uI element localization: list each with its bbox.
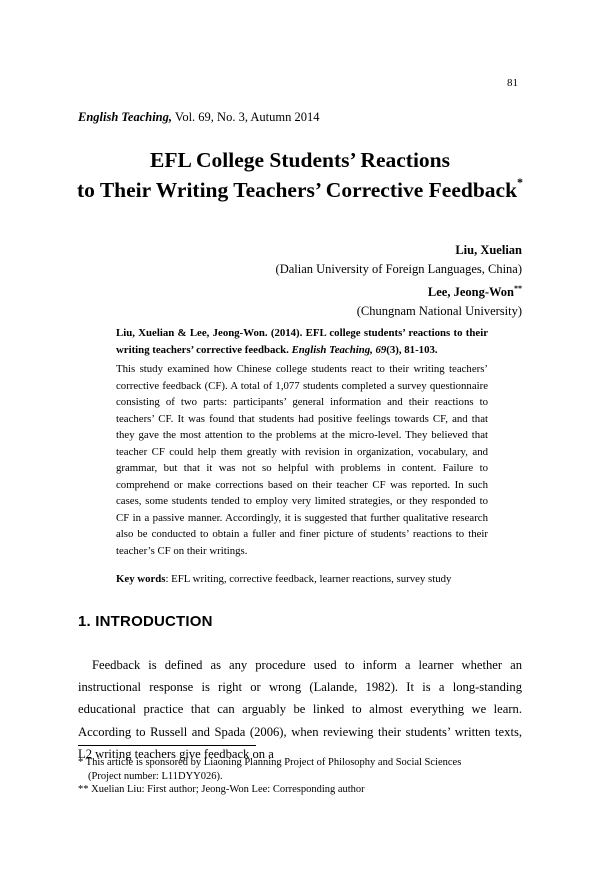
body-text (78, 654, 522, 765)
keywords (116, 571, 488, 588)
body-paragraph: Feedback is defined as any procedure used to inform a learner whether an instructional response is right or wrong (Lalande, 1982). It is a long-standing educational practice that can arguably be linked to almost everything we learn. According to Russell and Spada (2006), when reviewing their students’ written texts, L2 writing teachers give feedback on a (78, 658, 522, 761)
abstract-text: This study examined how Chinese college students react to their writing teachers’ corrective feedback (CF). A total of 1,077 students completed a survey questionnaire consisting of two parts: participants’ general information and their reactions to teachers’ CF. It was found that students had positive feelings towards CF, and that they gave the most attention to the problems at the micro-level. They believed that teacher CF could help them greatly with revision in organization, vocabulary, and grammar, but that it was not so helpful with problems in content. Failure to comprehend or make corrections based on their teacher CF was reported. In such cases, some students tended to employ very limited strategies, or they responded to CF in a passive manner. Accordingly, it is suggested that further qualitative research also be conducted to obtain a fuller and finer picture of students’ reactions to their teacher’s CF on their writings. (116, 363, 488, 557)
footnotes (78, 756, 522, 797)
title-line-2: to Their Writing Teachers’ Corrective Feedback* (76, 175, 524, 203)
journal-name: English Teaching, (78, 110, 173, 124)
citation-journal: English Teaching, 69 (291, 343, 387, 356)
author-affiliation-2: (Chungnam National University) (356, 304, 522, 319)
article-title (0, 148, 600, 203)
keywords-label: Key words (116, 573, 166, 585)
author-block (276, 237, 522, 321)
footnote-1: * This article is sponsored by Liaoning Planning Project of Philosophy and Social Sciences (Project number: L11DYY026). (78, 757, 462, 782)
citation: Liu, Xuelian & Lee, Jeong-Won. (2014). EFL college students’ reactions to their writing teachers’ corrective feedback. English Teaching, 69(3), 81-103. (116, 327, 488, 356)
journal-header (78, 110, 320, 125)
footnote-divider (78, 745, 256, 746)
page-number: 81 (507, 77, 518, 89)
author-name-1: Liu, Xuelian (455, 243, 522, 258)
author-name-2: Lee, Jeong-Won** (427, 284, 522, 300)
section-heading: 1. INTRODUCTION (78, 613, 213, 630)
author-footnote-marker: ** (514, 284, 522, 294)
footnote-2: ** Xuelian Liu: First author; Jeong-Won Lee: Corresponding author (78, 784, 365, 795)
abstract-block (116, 325, 488, 588)
title-footnote-marker: * (517, 175, 524, 189)
journal-details: Vol. 69, No. 3, Autumn 2014 (172, 110, 320, 124)
title-line-1: EFL College Students’ Reactions (149, 148, 450, 172)
keywords-text: : EFL writing, corrective feedback, learner reactions, survey study (165, 573, 452, 585)
author-affiliation-1: (Dalian University of Foreign Languages, China) (275, 262, 522, 277)
